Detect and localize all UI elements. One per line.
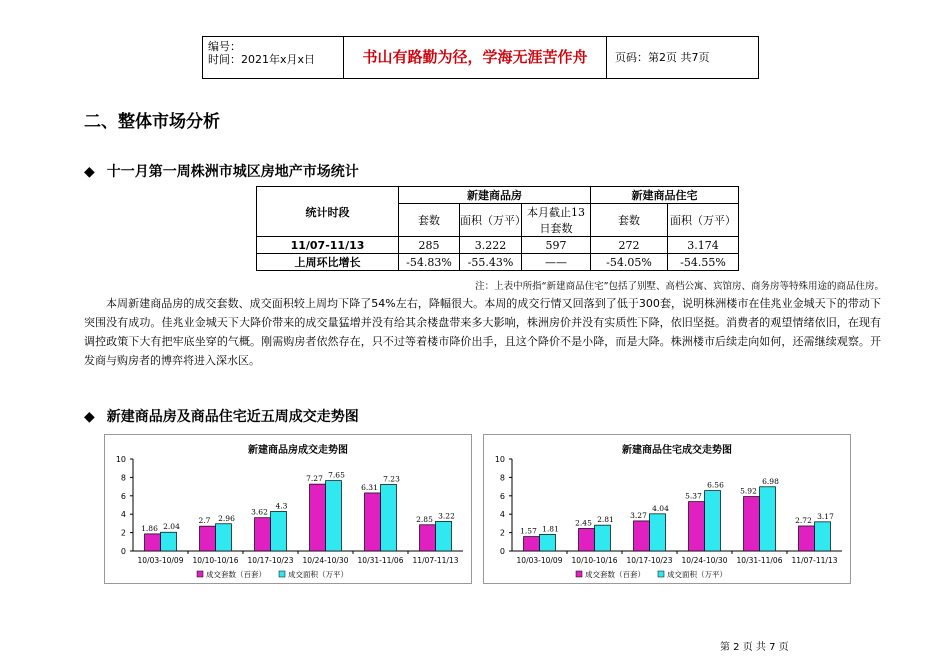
x-tick-label: 10/17-10/23 [247,556,294,565]
bar [381,484,397,551]
x-tick-label: 10/24-10/30 [302,556,349,565]
bar [705,491,721,551]
period-header: 统计时段 [257,187,399,237]
y-tick-label: 8 [120,473,126,483]
y-tick-label: 4 [499,510,505,520]
subsection-title-stats [84,161,359,181]
data-label: 1.57 [520,526,537,536]
data-label: 2.72 [795,515,812,525]
data-label: 3.27 [630,510,647,520]
x-tick-label: 10/03-10/09 [137,556,184,565]
legend-label: 成交面积（万平） [667,570,727,579]
bar [200,526,216,551]
y-tick-label: 4 [120,510,126,520]
data-label: 7.23 [383,474,400,484]
bar [650,514,666,551]
legend-swatch [658,571,664,577]
table-cell: 597 [522,237,591,254]
y-tick-label: 0 [120,547,126,556]
y-tick-label: 10 [115,455,126,464]
data-label: 2.81 [597,515,614,525]
bar [420,525,436,551]
data-label: 6.31 [361,482,378,492]
code-label: 编号： [208,40,241,53]
data-label: 2.96 [218,513,235,523]
stats-table [256,186,739,271]
subsection-text: 十一月第一周株洲市城区房地产市场统计 [106,164,359,180]
data-label: 7.27 [306,474,323,484]
table-row [257,254,739,271]
table-note: 注：上表中所指“新建商品住宅”包括了别墅、高档公寓、宾馆房、商务房等特殊用途的商品住房。 [475,281,884,292]
legend-swatch [197,571,203,577]
chart-residential-svg [484,435,852,585]
table-row [257,237,739,254]
x-tick-label: 10/31-11/06 [357,556,404,565]
table-cell: -54.55% [668,254,739,271]
x-tick-label: 10/03-10/09 [516,556,563,565]
table-cell: -54.83% [399,254,460,271]
time-label: 时间：2021年x月x日 [208,53,316,66]
legend-swatch [279,571,285,577]
x-tick-label: 10/24-10/30 [681,556,728,565]
legend-swatch [576,571,582,577]
table-cell: 272 [591,237,668,254]
bar [540,534,556,551]
subsection-text: 新建商品房及商品住宅近五周成交走势图 [106,409,359,425]
table-cell: -55.43% [460,254,522,271]
data-label: 5.92 [740,486,757,496]
x-tick-label: 10/10-10/16 [571,556,618,565]
data-label: 5.37 [685,491,702,501]
header-motto: 书山有路勤为径，学海无涯苦作舟 [344,37,607,78]
chart-commercial [104,434,472,584]
x-tick-label: 11/07-11/13 [412,556,459,565]
bar [365,493,381,551]
y-tick-label: 2 [499,528,505,538]
table-cell: 3.222 [460,237,522,254]
diamond-bullet-icon: ◆ [84,409,95,425]
col-header: 面积（万平） [460,204,522,237]
header-left [203,37,344,78]
y-tick-label: 2 [120,528,126,538]
col-header: 面积（万平） [668,204,739,237]
chart-commercial-svg [105,435,473,585]
page-header [202,36,759,79]
group-header-commercial: 新建商品房 [399,187,591,204]
chart-residential [483,434,851,584]
group-header-residential: 新建商品住宅 [591,187,739,204]
table-cell: 285 [399,237,460,254]
legend-label: 成交套数（百套） [206,570,266,579]
data-label: 2.7 [198,516,211,526]
bar [579,528,595,551]
bar [326,481,342,551]
col-header: 套数 [591,204,668,237]
bar [436,521,452,551]
bar [799,526,815,551]
legend-label: 成交套数（百套） [585,570,645,579]
data-label: 2.85 [416,514,433,524]
data-label: 2.04 [163,522,180,532]
bar [161,532,177,551]
chart-title: 新建商品住宅成交走势图 [622,445,732,456]
bar [744,497,760,551]
bar [689,502,705,551]
bar [255,518,271,551]
subsection-title-charts [84,406,359,426]
bar [310,484,326,551]
bar [216,524,232,551]
data-label: 6.98 [762,476,779,486]
row-label: 11/07-11/13 [257,237,399,254]
data-label: 2.45 [575,518,592,528]
col-header: 套数 [399,204,460,237]
y-tick-label: 10 [494,455,505,464]
x-tick-label: 10/17-10/23 [626,556,673,565]
header-page-info: 页码：第2页 共7页 [615,51,710,64]
data-label: 6.56 [707,480,724,490]
row-label: 上周环比增长 [257,254,399,271]
table-cell: 3.174 [668,237,739,254]
data-label: 4.3 [275,501,288,511]
x-tick-label: 10/10-10/16 [192,556,239,565]
x-tick-label: 10/31-11/06 [736,556,783,565]
data-label: 1.86 [141,523,158,533]
bar [271,511,287,551]
bar [634,521,650,551]
y-tick-label: 6 [120,491,126,501]
col-header: 本月截止13日套数 [522,204,591,237]
data-label: 3.22 [438,511,455,521]
section-title: 二、整体市场分析 [84,112,220,132]
table-cell: —— [522,254,591,271]
bar [760,487,776,551]
bar [524,537,540,551]
bar [145,534,161,551]
bar [815,522,831,551]
table-cell: -54.05% [591,254,668,271]
y-tick-label: 6 [499,491,505,501]
page-footer: 第 2 页 共 7 页 [720,642,789,653]
data-label: 7.65 [328,470,345,480]
data-label: 3.62 [251,507,268,517]
data-label: 4.04 [652,503,669,513]
y-tick-label: 0 [499,547,505,556]
chart-title: 新建商品房成交走势图 [248,445,348,456]
diamond-bullet-icon: ◆ [84,164,95,180]
bar [595,525,611,551]
x-tick-label: 11/07-11/13 [791,556,838,565]
data-label: 3.17 [817,511,834,521]
y-tick-label: 8 [499,473,505,483]
legend-label: 成交面积（万平） [288,570,348,579]
analysis-paragraph: 本周新建商品房的成交套数、成交面积较上周均下降了54%左右，降幅很大。本周的成交行情又回落到了低于300套，说明株洲楼市在佳兆业金城天下的带动下突围没有成功。佳兆业金城天下大降价带来的成交量猛增并没有给其余楼盘带来多大影响，株洲房价并没有实质性下降，依旧坚挺。消费者的观望情绪依旧，在现有调控政策下大有把牢底坐穿的气概。刚需购房者依然存在，只不过等着楼市降价出手，且这个降价不是小降，而是大降。株洲楼市后续走向如何，还需继续观察。开发商与购房者的博弈将进入深水区。 [84,297,881,367]
data-label: 1.81 [542,524,559,534]
